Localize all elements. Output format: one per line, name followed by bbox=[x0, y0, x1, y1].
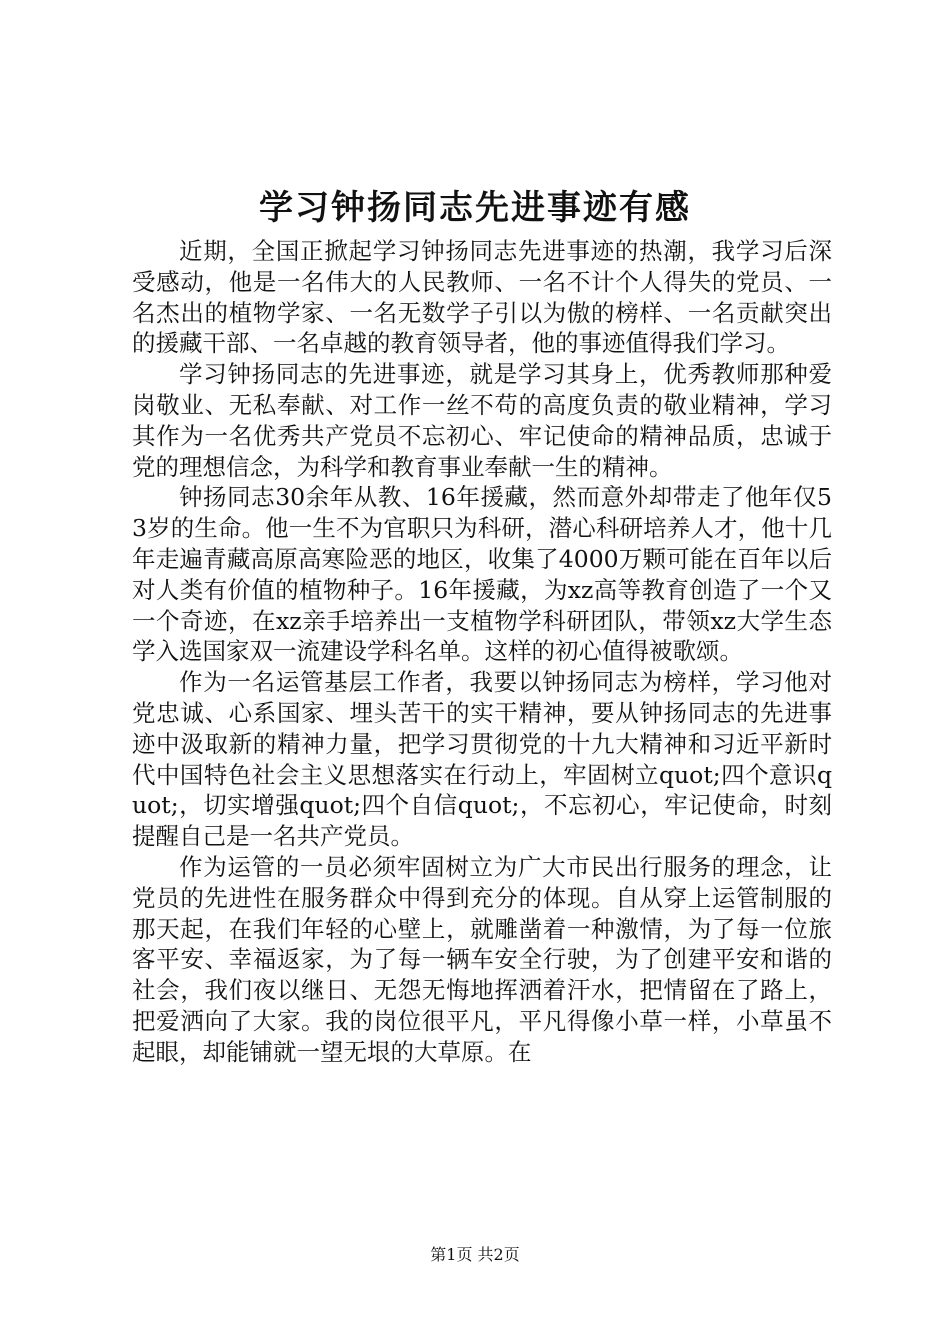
paragraph-4: 作为一名运管基层工作者，我要以钟扬同志为榜样，学习他对党忠诚、心系国家、埋头苦干的实干精神，要从钟扬同志的先进事迹中汲取新的精神力量，把学习贯彻党的十九大精神和习近平新时代中国特色社会主义思想落实在行动上，牢固树立quot;四个意识quot;，切实增强quot;四个自信quot;，不忘初心，牢记使命，时刻提醒自己是一名共产党员。 bbox=[132, 668, 832, 851]
page-number-footer: 第1页 共2页 bbox=[430, 1245, 520, 1264]
paragraph-3: 钟扬同志30余年从教、16年援藏，然而意外却带走了他年仅53岁的生命。他一生不为官职只为科研，潜心科研培养人才，他十几年走遍青藏高原高寒险恶的地区，收集了4000万颗可能在百年以后对人类有价值的植物种子。16年援藏，为xz高等教育创造了一个又一个奇迹，在xz亲手培养出一支植物学科研团队，带领xz大学生态学入选国家双一流建设学科名单。这样的初心值得被歌颂。 bbox=[132, 483, 832, 666]
paragraph-5: 作为运管的一员必须牢固树立为广大市民出行服务的理念，让党员的先进性在服务群众中得到充分的体现。自从穿上运管制服的那天起，在我们年轻的心壁上，就雕凿着一种激情，为了每一位旅客平安、幸福返家，为了每一辆车安全行驶，为了创建平安和谐的社会，我们夜以继日、无怨无悔地挥洒着汗水，把情留在了路上，把爱洒向了大家。我的岗位很平凡，平凡得像小草一样，小草虽不起眼，却能铺就一望无垠的大草原。在 bbox=[132, 852, 832, 1066]
paragraph-1: 近期，全国正掀起学习钟扬同志先进事迹的热潮，我学习后深受感动，他是一名伟大的人民教师、一名不计个人得失的党员、一名杰出的植物学家、一名无数学子引以为傲的榜样、一名贡献突出的援藏干部、一名卓越的教育领导者，他的事迹值得我们学习。 bbox=[132, 237, 832, 358]
document-title: 学习钟扬同志先进事迹有感 bbox=[259, 188, 691, 228]
document-body bbox=[132, 236, 832, 1068]
paragraph-2: 学习钟扬同志的先进事迹，就是学习其身上，优秀教师那种爱岗敬业、无私奉献、对工作一丝不苟的高度负责的敬业精神，学习其作为一名优秀共产党员不忘初心、牢记使命的精神品质，忠诚于党的理想信念，为科学和教育事业奉献一生的精神。 bbox=[132, 360, 832, 481]
